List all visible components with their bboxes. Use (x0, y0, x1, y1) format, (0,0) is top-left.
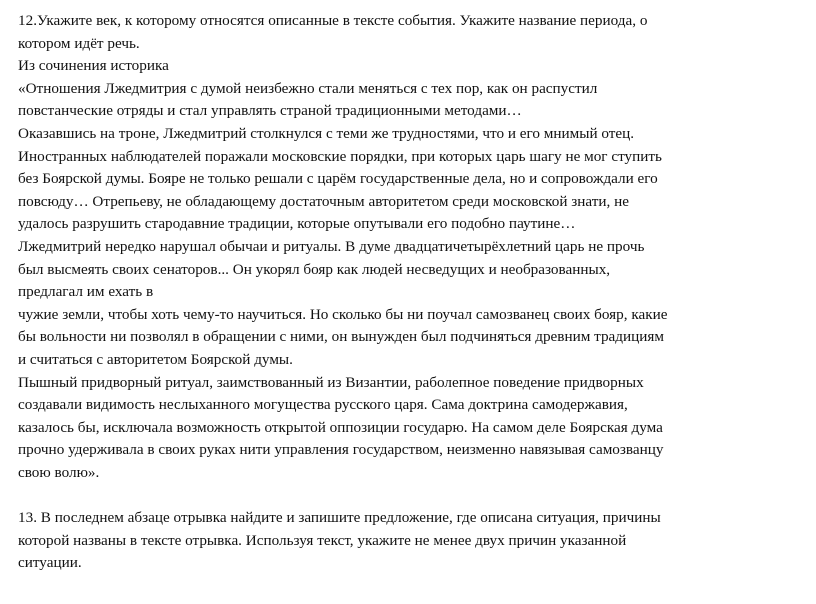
excerpt-line: казалось бы, исключала возможность открытой оппозиции государю. На самом деле Боярская дума (18, 418, 663, 436)
historian-excerpt (18, 78, 808, 485)
excerpt-line: прочно удерживала в своих руках нити управления государством, неизменно навязывая самозванцу (18, 441, 664, 459)
task-13 (18, 507, 808, 575)
excerpt-line: свою волю». (18, 463, 100, 481)
excerpt-line: Лжедмитрий нередко нарушал обычаи и ритуалы. В думе двадцатичетырёхлетний царь не прочь (18, 237, 645, 255)
excerpt-line: и считаться с авторитетом Боярской думы. (18, 350, 293, 368)
excerpt-line: Пышный придворный ритуал, заимствованный из Византии, раболепное поведение придворных (18, 373, 644, 391)
question-line: котором идёт речь. (18, 34, 140, 52)
question-line: 12.Укажите век, к которому относятся описанные в тексте события. Укажите название периода, о (18, 12, 648, 29)
source-label: Из сочинения историка (18, 57, 169, 75)
excerpt-line: чужие земли, чтобы хоть чему-то научиться. Но сколько бы ни поучал самозванец своих бояр, какие (18, 305, 668, 323)
task-12 (18, 10, 808, 484)
excerpt-line: был высмеять своих сенаторов... Он укорял бояр как людей несведущих и необразованных, (18, 260, 611, 278)
excerpt-line: бы вольности ни позволял в обращении с ними, он вынужден был подчиняться древним традициям (18, 328, 664, 346)
excerpt-line: без Боярской думы. Бояре не только решали с царём государственные дела, но и сопровождали его (18, 170, 658, 188)
excerpt-line: повстанческие отряды и стал управлять страной традиционными методами… (18, 102, 522, 120)
excerpt-line: «Отношения Лжедмитрия с думой неизбежно стали меняться с тех пор, как он распустил (18, 79, 598, 97)
excerpt-line: удалось разрушить стародавние традиции, которые опутывали его подобно паутине… (18, 215, 576, 233)
task-12-question (18, 10, 808, 55)
document-page (18, 10, 808, 575)
question-line: ситуации. (18, 554, 82, 572)
paragraph-spacer (18, 484, 808, 507)
excerpt-line: Иностранных наблюдателей поражали московские порядки, при которых царь шагу не мог ступить (18, 147, 662, 165)
excerpt-line: создавали видимость неслыханного могущества русского царя. Сама доктрина самодержавия, (18, 396, 628, 414)
excerpt-line: предлагал им ехать в (18, 283, 154, 301)
excerpt-line: повсюду… Отрепьеву, не обладающему достаточным авторитетом среди московской знати, не (18, 192, 629, 210)
excerpt-line: Оказавшись на троне, Лжедмитрий столкнулся с теми же трудностями, что и его мнимый отец. (18, 124, 635, 142)
question-line: которой названы в тексте отрывка. Используя текст, укажите не менее двух причин указанной (18, 531, 627, 549)
question-line: 13. В последнем абзаце отрывка найдите и запишите предложение, где описана ситуация, причины (18, 509, 661, 527)
